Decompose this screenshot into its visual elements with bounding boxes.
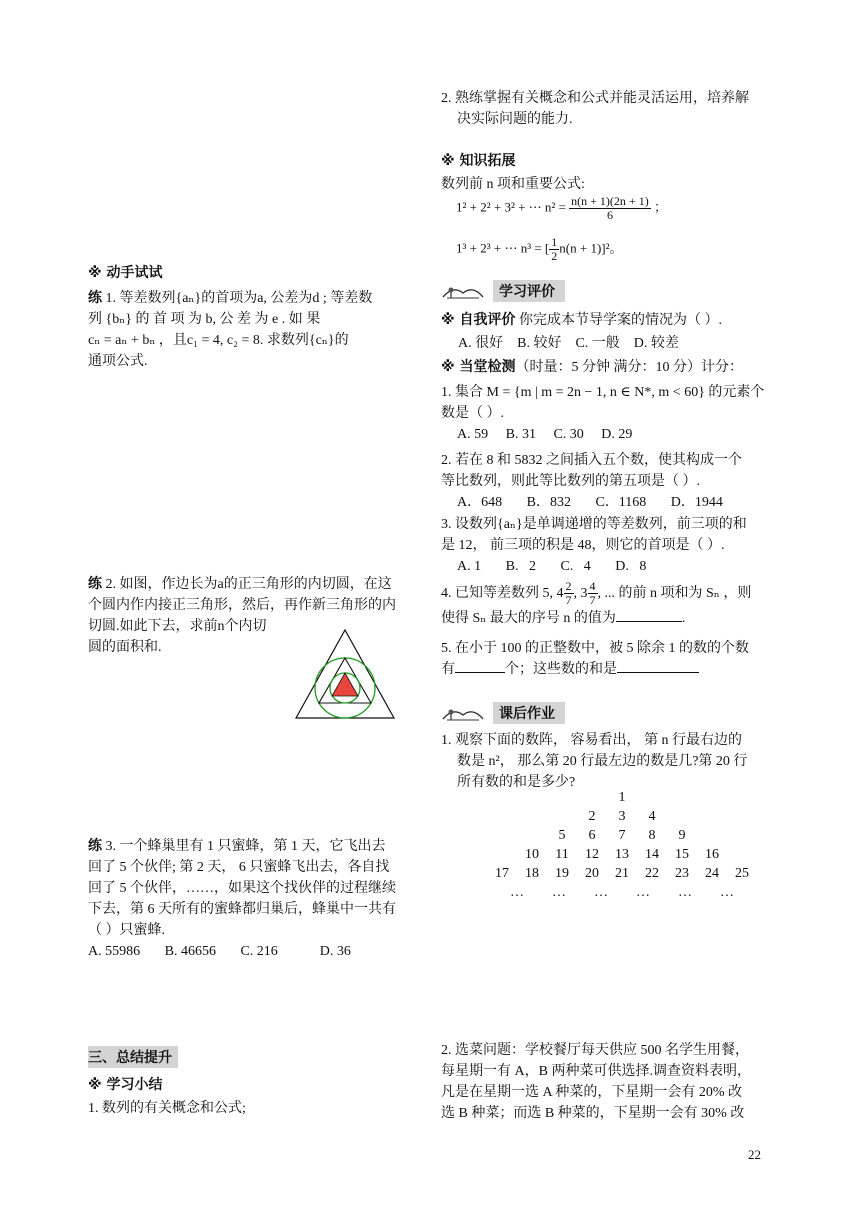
question-text: 有 bbox=[441, 662, 455, 677]
homework-2 bbox=[441, 1040, 781, 1124]
exercise-text: 1. 等差数列{aₙ}的首项为a, 公差为d ; 等差数 bbox=[102, 291, 373, 306]
question-text: 个；这些数的和是 bbox=[505, 662, 617, 677]
homework-text: 2. 选菜问题：学校餐厅每天供应 500 名学生用餐， bbox=[441, 1043, 749, 1058]
number-cell: 11 bbox=[555, 847, 569, 862]
question-options: A. 59 B. 31 C. 30 D. 29 bbox=[457, 427, 633, 442]
nested-triangle-figure bbox=[290, 626, 400, 722]
study-summary-item-2 bbox=[441, 88, 781, 130]
fraction-numerator: n(n + 1)(2n + 1) bbox=[571, 194, 649, 208]
homework-text: 数是 n²， 那么第 20 行最左边的数是几?第 20 行 bbox=[457, 754, 748, 769]
formula-lhs: 1³ + 2³ + ⋯ n³ = [ bbox=[456, 240, 550, 256]
question-options: A. 1 B. 2 C. 4 D. 8 bbox=[457, 559, 647, 574]
question-text: 数是（ ）. bbox=[441, 406, 504, 421]
number-cell: … bbox=[678, 885, 692, 900]
badge-label: 课后作业 bbox=[493, 702, 565, 724]
formula-fraction bbox=[569, 195, 651, 222]
number-row bbox=[442, 885, 782, 905]
answer-blank[interactable] bbox=[455, 659, 505, 673]
question-text: 3. 设数列{aₙ}是单调递增的等差数列，前三项的和 bbox=[441, 517, 747, 532]
number-cell: 23 bbox=[675, 866, 689, 881]
self-evaluation bbox=[441, 309, 722, 329]
extension-title: ※ 知识拓展 bbox=[441, 153, 516, 169]
number-cell: 14 bbox=[645, 847, 659, 862]
exercise-text: 切圆.如此下去，求前n个内切 bbox=[88, 619, 267, 634]
number-cell: 19 bbox=[555, 866, 569, 881]
class-test bbox=[441, 356, 743, 376]
exercise-text: 2. 如图，作边长为a的正三角形的内切圆，在这 bbox=[102, 577, 392, 592]
formula-sum-cubes bbox=[456, 236, 623, 263]
formula-fraction bbox=[549, 236, 559, 263]
exercise-1 bbox=[88, 288, 428, 372]
exercise-text: 圆的面积和. bbox=[88, 640, 162, 655]
answer-blank[interactable] bbox=[617, 659, 699, 673]
question-text: , 3 bbox=[573, 586, 588, 601]
number-cell: 22 bbox=[645, 866, 659, 881]
number-cell: … bbox=[636, 885, 650, 900]
number-row bbox=[442, 809, 782, 829]
homework-text: 所有数的和是多少? bbox=[457, 775, 576, 790]
exercise-text: 个圆内作内接正三角形，然后，再作新三角形的内 bbox=[88, 598, 396, 613]
number-cell: 10 bbox=[525, 847, 539, 862]
number-cell: 25 bbox=[735, 866, 749, 881]
extension-intro: 数列前 n 项和重要公式: bbox=[441, 177, 585, 192]
number-cell: 21 bbox=[615, 866, 629, 881]
question-text: 是 12， 前三项的积是 48，则它的首项是（ ）. bbox=[441, 538, 725, 553]
book-icon bbox=[441, 281, 485, 301]
question-text: 4. 已知等差数列 5, 4 bbox=[441, 586, 564, 601]
exercise-3 bbox=[88, 836, 428, 962]
homework-text: 每星期一有 A，B 两种菜可供选择.调查资料表明， bbox=[441, 1064, 751, 1079]
number-cell: 3 bbox=[618, 809, 626, 824]
self-eval-title: ※ 自我评价 bbox=[441, 312, 516, 328]
question-text: 使得 Sₙ 最大的序号 n 的值为 bbox=[441, 611, 616, 626]
exercise-text: （ ）只蜜蜂. bbox=[88, 923, 165, 938]
exercise-options: A. 55986 B. 46656 C. 216 D. 36 bbox=[88, 944, 351, 959]
fraction bbox=[588, 580, 598, 607]
text-line: 决实际问题的能力. bbox=[457, 112, 573, 127]
number-cell: … bbox=[594, 885, 608, 900]
fraction-denominator: 2 bbox=[551, 249, 558, 263]
badge-label: 学习评价 bbox=[493, 280, 565, 302]
self-eval-options: A. 很好 B. 较好 C. 一般 D. 较差 bbox=[458, 336, 679, 351]
number-row bbox=[442, 847, 782, 867]
formula-rhs: n(n + 1)]²。 bbox=[559, 240, 623, 256]
number-cell: 2 bbox=[588, 809, 596, 824]
self-eval-text: 你完成本节导学案的情况为（ ）. bbox=[515, 313, 722, 328]
exercise-tag: 练 bbox=[88, 290, 102, 306]
number-triangle bbox=[442, 790, 782, 910]
number-cell: 4 bbox=[648, 809, 656, 824]
fraction-denominator: 6 bbox=[606, 208, 613, 222]
question-text: 2. 若在 8 和 5832 之间插入五个数，使其构成一个 bbox=[441, 453, 742, 468]
number-cell: 6 bbox=[588, 828, 596, 843]
fraction-numerator: 4 bbox=[589, 579, 596, 594]
number-row bbox=[442, 790, 782, 810]
exercise-tag: 练 bbox=[88, 576, 102, 592]
question-4: 4. 已知等差数列 5, 4 $\frac{2}{7}$ , 3 $\frac{4}{7}$ , ... 的前 n 项和为 Sₙ ，则 使得 Sₙ 最大的序号 n 的值为 . bbox=[441, 579, 752, 626]
number-cell: 16 bbox=[705, 847, 719, 862]
number-cell: 17 bbox=[495, 866, 509, 881]
section-try-title: ※ 动手试试 bbox=[88, 265, 163, 281]
question-5 bbox=[441, 638, 781, 680]
number-cell: 24 bbox=[705, 866, 719, 881]
test-title: ※ 当堂检测 bbox=[441, 359, 516, 375]
homework-1 bbox=[441, 730, 781, 793]
question-options: A．648 B．832 C．1168 D．1944 bbox=[457, 495, 723, 510]
number-cell: … bbox=[510, 885, 524, 900]
number-row bbox=[442, 866, 782, 886]
question-text: , ... 的前 n 项和为 Sₙ ，则 bbox=[597, 586, 752, 601]
book-icon bbox=[441, 703, 485, 723]
homework-text: 选 B 种菜；而选 B 种菜的，下星期一会有 30% 改 bbox=[441, 1106, 745, 1121]
exercise-text: 回了 5 个伙伴，……，如果这个找伙伴的过程继续 bbox=[88, 881, 396, 896]
exercise-tag: 练 bbox=[88, 838, 102, 854]
question-2 bbox=[441, 450, 781, 513]
number-cell: 13 bbox=[615, 847, 629, 862]
fraction-denominator: 7 bbox=[589, 593, 596, 608]
number-cell: 20 bbox=[585, 866, 599, 881]
page-number: 22 bbox=[748, 1147, 761, 1162]
homework-text: 凡是在星期一选 A 种菜的，下星期一会有 20% 改 bbox=[441, 1085, 742, 1100]
question-text: 1. 集合 M = {m | m = 2n − 1, n ∈ N*, m < 60} 的元素个 bbox=[441, 385, 765, 400]
number-cell: 18 bbox=[525, 866, 539, 881]
study-summary-title: ※ 学习小结 bbox=[88, 1077, 163, 1093]
homework-text: 1. 观察下面的数阵， 容易看出， 第 n 行最右边的 bbox=[441, 733, 742, 748]
number-cell: 15 bbox=[675, 847, 689, 862]
homework-badge bbox=[441, 702, 565, 724]
exercise-text: 列 {bₙ} 的 首 项 为 b, 公 差 为 e . 如 果 bbox=[88, 312, 321, 327]
exercise-text: 回了 5 个伙伴; 第 2 天， 6 只蜜蜂飞出去，各自找 bbox=[88, 860, 390, 875]
exercise-text: 下去，第 6 天所有的蜜蜂都归巢后，蜂巢中一共有 bbox=[88, 902, 396, 917]
formula-sum-squares bbox=[456, 195, 667, 222]
exercise-text: 通项公式. bbox=[88, 354, 148, 369]
number-row bbox=[442, 828, 782, 848]
number-cell: 9 bbox=[678, 828, 686, 843]
exercise-text: cₙ = aₙ + bₙ ，且c₁ = 4, c₂ = 8. 求数列{cₙ}的 bbox=[88, 333, 349, 348]
study-summary-item-1: 1. 数列的有关概念和公式; bbox=[88, 1101, 246, 1116]
answer-blank[interactable] bbox=[616, 608, 682, 622]
number-cell: 12 bbox=[585, 847, 599, 862]
number-cell: 7 bbox=[618, 828, 626, 843]
number-cell: 5 bbox=[558, 828, 566, 843]
fraction-numerator: 2 bbox=[565, 579, 572, 594]
evaluation-badge bbox=[441, 280, 565, 302]
number-cell: … bbox=[720, 885, 734, 900]
question-1 bbox=[441, 382, 781, 445]
fraction bbox=[564, 580, 574, 607]
number-cell: 1 bbox=[618, 790, 626, 805]
number-cell: … bbox=[552, 885, 566, 900]
text-line: 2. 熟练掌握有关概念和公式并能灵活运用，培养解 bbox=[441, 91, 749, 106]
test-meta: （时量：5 分钟 满分：10 分）计分： bbox=[515, 360, 743, 375]
question-3 bbox=[441, 514, 781, 577]
number-cell: 8 bbox=[648, 828, 656, 843]
formula-lhs: 1² + 2² + 3² + ⋯ n² = bbox=[456, 199, 566, 215]
formula-end: ； bbox=[653, 199, 667, 215]
fraction-denominator: 7 bbox=[565, 593, 572, 608]
fraction-numerator: 1 bbox=[551, 235, 558, 249]
question-text: 等比数列，则此等比数列的第五项是（ ）. bbox=[441, 474, 700, 489]
summary-title: 三、总结提升 bbox=[88, 1046, 178, 1068]
question-text: 5. 在小于 100 的正整数中，被 5 除余 1 的数的个数 bbox=[441, 641, 749, 656]
exercise-text: 3. 一个蜂巢里有 1 只蜜蜂，第 1 天，它飞出去 bbox=[102, 839, 386, 854]
